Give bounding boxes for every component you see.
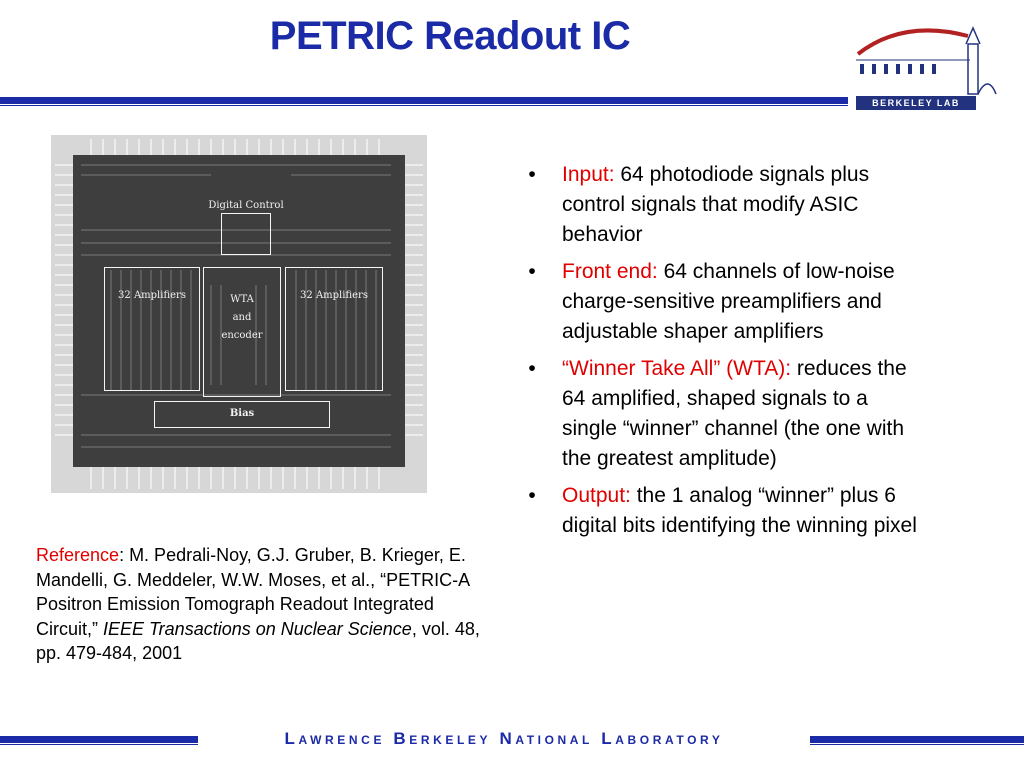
right-amplifiers-label: 32 Amplifiers	[300, 290, 368, 301]
left-amplifiers-box	[104, 267, 200, 391]
bullet-wta	[522, 354, 922, 474]
wta-label-line1: WTA	[230, 294, 254, 305]
slide-title: PETRIC Readout IC	[269, 14, 631, 58]
wta-label-line3: encoder	[221, 330, 263, 341]
logo-text: BERKELEY LAB	[856, 96, 976, 110]
berkeley-lab-logo	[848, 14, 998, 108]
bullet-text: the 1 analog “winner” plus 6 digital bits identifying the winning pixel	[562, 484, 917, 537]
right-amplifiers-box	[285, 267, 383, 391]
bullet-dot: •	[528, 163, 536, 186]
wta-label-line2: and	[232, 312, 252, 323]
reference-journal: IEEE Transactions on Nuclear Science	[103, 618, 412, 639]
footer-rule-right-thin	[810, 744, 1024, 745]
header-rule	[0, 97, 848, 104]
bullet-dot: •	[528, 357, 536, 380]
bullet-input	[522, 160, 922, 250]
chip-micrograph	[51, 135, 427, 493]
bullet-text: 64 photodiode signals plus control signals that modify ASIC behavior	[562, 163, 870, 246]
digital-control-box	[221, 213, 271, 255]
header-rule-thin	[0, 105, 848, 106]
bullet-output	[522, 481, 922, 541]
bias-label: Bias	[229, 408, 255, 419]
digital-control-label: Digital Control	[208, 200, 284, 211]
reference-label: Reference	[36, 545, 120, 565]
bullet-label: Input:	[562, 163, 615, 186]
bullet-label: Output:	[562, 484, 631, 507]
reference-text-1: : M. Pedrali-Noy, G.J. Gruber, B. Krieger, E. Mandelli, G. Meddeler, W.W. Moses, et al., “PETRIC-A Positron Emission Tomograph Readout Integrated Circuit,”	[36, 545, 470, 639]
left-amplifiers-label: 32 Amplifiers	[118, 290, 186, 301]
footer-rule-right	[810, 736, 1024, 743]
bullet-dot: •	[528, 260, 536, 283]
bullet-dot: •	[528, 484, 536, 507]
footer-lab-name: Lawrence Berkeley National Laboratory	[284, 729, 724, 748]
reference-citation	[36, 543, 484, 666]
footer-rule-left	[0, 736, 198, 743]
footer-rule-left-thin	[0, 744, 198, 745]
reference-text-2: , vol. 48, pp. 479-484, 2001	[36, 618, 480, 663]
bullet-label: Front end:	[562, 260, 658, 283]
bullet-list	[522, 160, 922, 548]
bullet-front-end	[522, 257, 922, 347]
bullet-label: “Winner Take All” (WTA):	[562, 357, 792, 380]
bullet-text: reduces the 64 amplified, shaped signals to a single “winner” channel (the one with the greatest amplitude)	[562, 357, 907, 470]
bullet-text: 64 channels of low-noise charge-sensitive preamplifiers and adjustable shaper amplifiers	[562, 260, 895, 343]
